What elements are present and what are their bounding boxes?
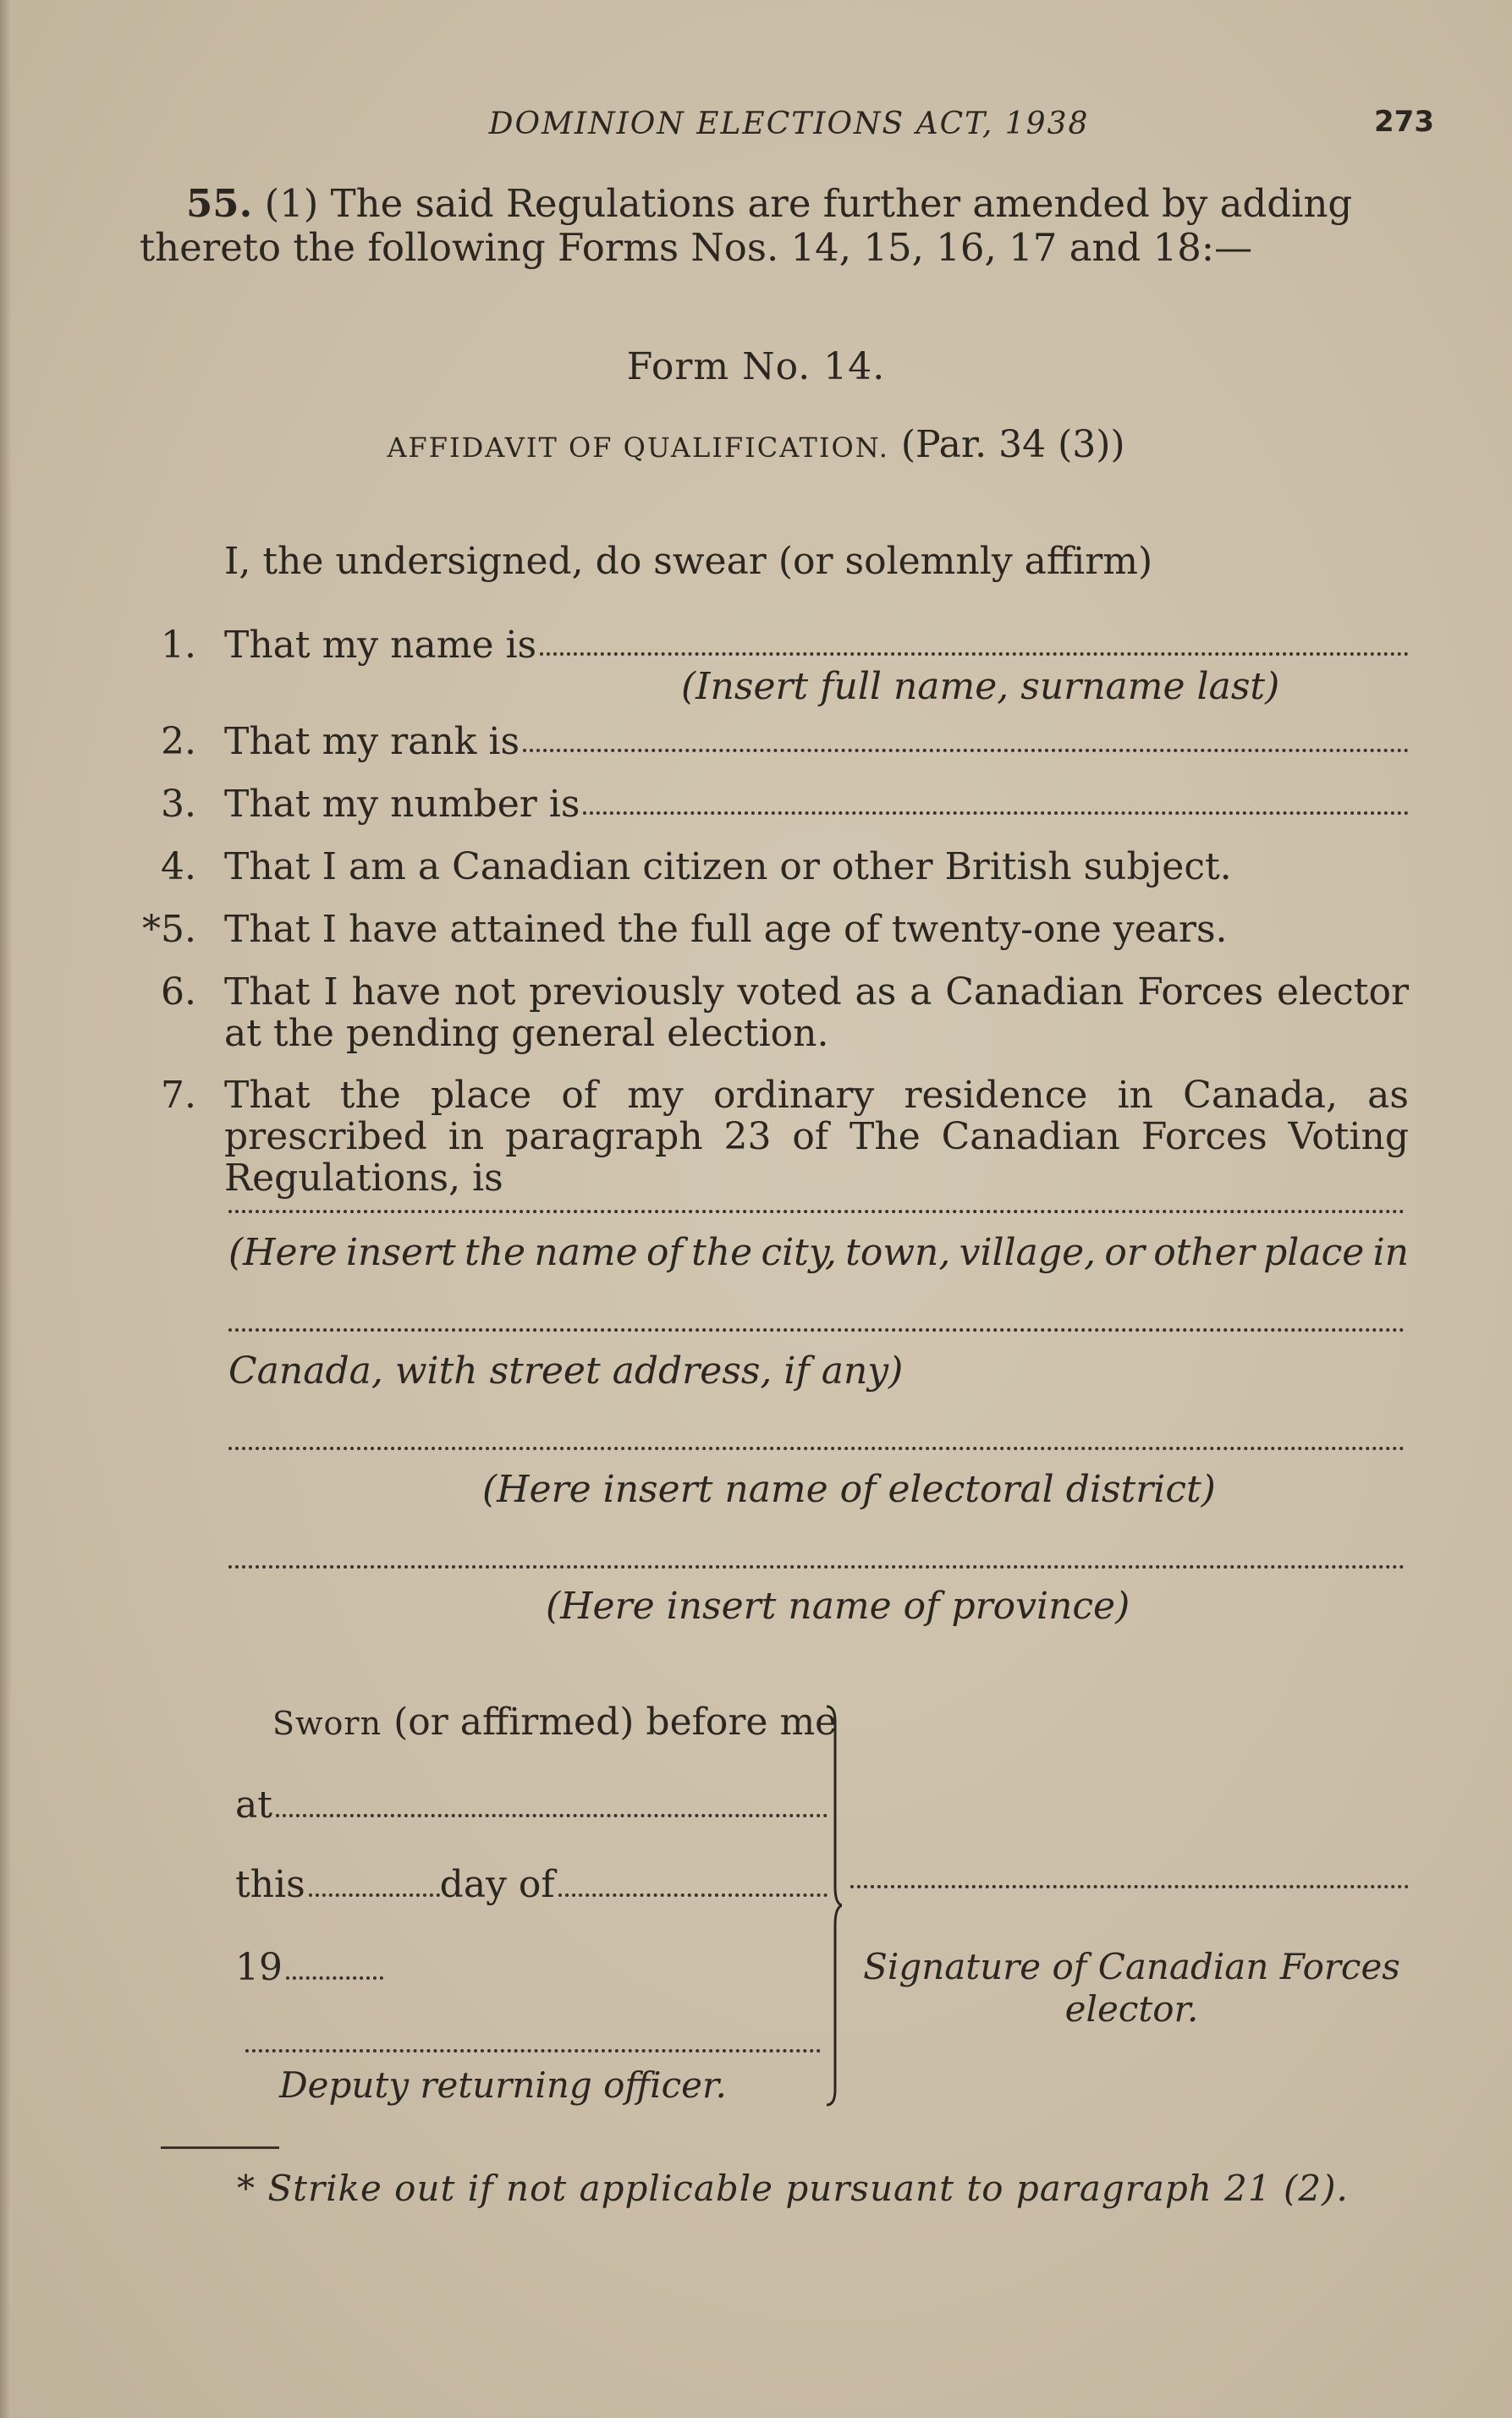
item-text: That I am a Canadian citizen or other British subject. — [224, 845, 1232, 888]
item-number: 6. — [161, 970, 196, 1014]
day-fill-line[interactable] — [309, 1893, 440, 1897]
form-subtitle — [0, 423, 1512, 466]
item-label: That my number is — [224, 783, 580, 826]
item-label: That my name is — [224, 624, 537, 667]
item-text — [224, 721, 1409, 762]
list-item — [135, 1074, 1409, 1200]
name-hint: (Insert full name, surname last) — [681, 665, 1280, 708]
name-fill-line[interactable] — [540, 624, 1409, 656]
footnote-rule — [161, 2146, 279, 2149]
this-label: this — [235, 1863, 305, 1906]
province-hint: (Here insert name of province) — [546, 1585, 1130, 1628]
item-text: That the place of my ordinary residence in Canada, as prescribed in paragraph 23 of The Canadian Forces Voting Regulations, is — [224, 1074, 1409, 1200]
oath-preamble: I, the undersigned, do swear (or solemnly affirm) — [224, 540, 1153, 583]
form-title: Form No. 14. — [626, 345, 886, 388]
item-number: 7. — [161, 1074, 196, 1117]
sworn-year-row — [235, 1946, 827, 1989]
district-fill-line[interactable] — [228, 1447, 1405, 1450]
number-fill-line[interactable] — [583, 783, 1409, 815]
day-of-label: day of — [439, 1863, 555, 1906]
footnote: * Strike out if not applicable pursuant to paragraph 21 (2). — [237, 2168, 1349, 2209]
at-label: at — [235, 1783, 272, 1827]
sworn-date-row — [235, 1863, 827, 1906]
item-text — [224, 624, 1409, 666]
year-label: 19 — [235, 1946, 283, 1989]
section-number: 55. — [186, 181, 253, 226]
list-item — [135, 846, 1409, 888]
list-item — [135, 721, 1409, 763]
district-hint: (Here insert name of electoral district) — [482, 1468, 1216, 1511]
item-number: 3. — [161, 783, 196, 826]
list-item — [135, 783, 1409, 826]
section-intro-text: (1) The said Regulations are further amended by adding thereto the following Forms Nos. 14, 15, 16, 17 and 18:— — [140, 181, 1353, 270]
sworn-rest: (or affirmed) before me — [382, 1701, 838, 1744]
item-text: That I have attained the full age of twenty-one years. — [224, 908, 1228, 951]
month-fill-line[interactable] — [558, 1893, 827, 1897]
deputy-caption: Deputy returning officer. — [279, 2064, 727, 2106]
sworn-word: Sworn — [272, 1705, 382, 1742]
residence-fill-line-2[interactable] — [228, 1328, 1405, 1332]
section-intro — [140, 182, 1409, 270]
form-subtitle-ref: (Par. 34 (3)) — [900, 423, 1125, 466]
sworn-at-row — [235, 1783, 827, 1827]
item-number: 4. — [161, 845, 196, 888]
item-label: That my rank is — [224, 720, 520, 763]
residence-hint-line-1: (Here insert the name of the city, town, village, or other place in — [228, 1231, 1409, 1274]
list-item — [135, 624, 1409, 667]
page-header — [144, 102, 1434, 152]
elector-signature-line[interactable] — [850, 1885, 1409, 1888]
page-number: 273 — [1374, 105, 1434, 139]
deputy-signature-line[interactable] — [245, 2049, 821, 2053]
running-head: DOMINION ELECTIONS ACT, 1938 — [488, 107, 1090, 141]
item-text: That I have not previously voted as a Canadian Forces elector at the pending general election. — [224, 970, 1409, 1055]
list-item — [135, 909, 1409, 951]
item-number: *5. — [142, 908, 196, 951]
item-number: 1. — [161, 624, 196, 667]
form-subtitle-caps: AFFIDAVIT OF QUALIFICATION. — [387, 431, 889, 464]
place-fill-line[interactable] — [276, 1814, 827, 1817]
item-number: 2. — [161, 720, 196, 763]
list-item — [135, 971, 1409, 1056]
year-fill-line[interactable] — [286, 1976, 383, 1980]
residence-fill-line-1[interactable] — [228, 1210, 1405, 1213]
province-fill-line[interactable] — [228, 1565, 1405, 1569]
signature-caption: Signature of Canadian Forces elector. — [863, 1946, 1400, 2030]
residence-hint-line-2: Canada, with street address, if any) — [228, 1349, 904, 1393]
sworn-line — [272, 1701, 837, 1744]
item-text — [224, 783, 1409, 825]
rank-fill-line[interactable] — [523, 721, 1409, 752]
brace-icon — [825, 1705, 842, 2107]
